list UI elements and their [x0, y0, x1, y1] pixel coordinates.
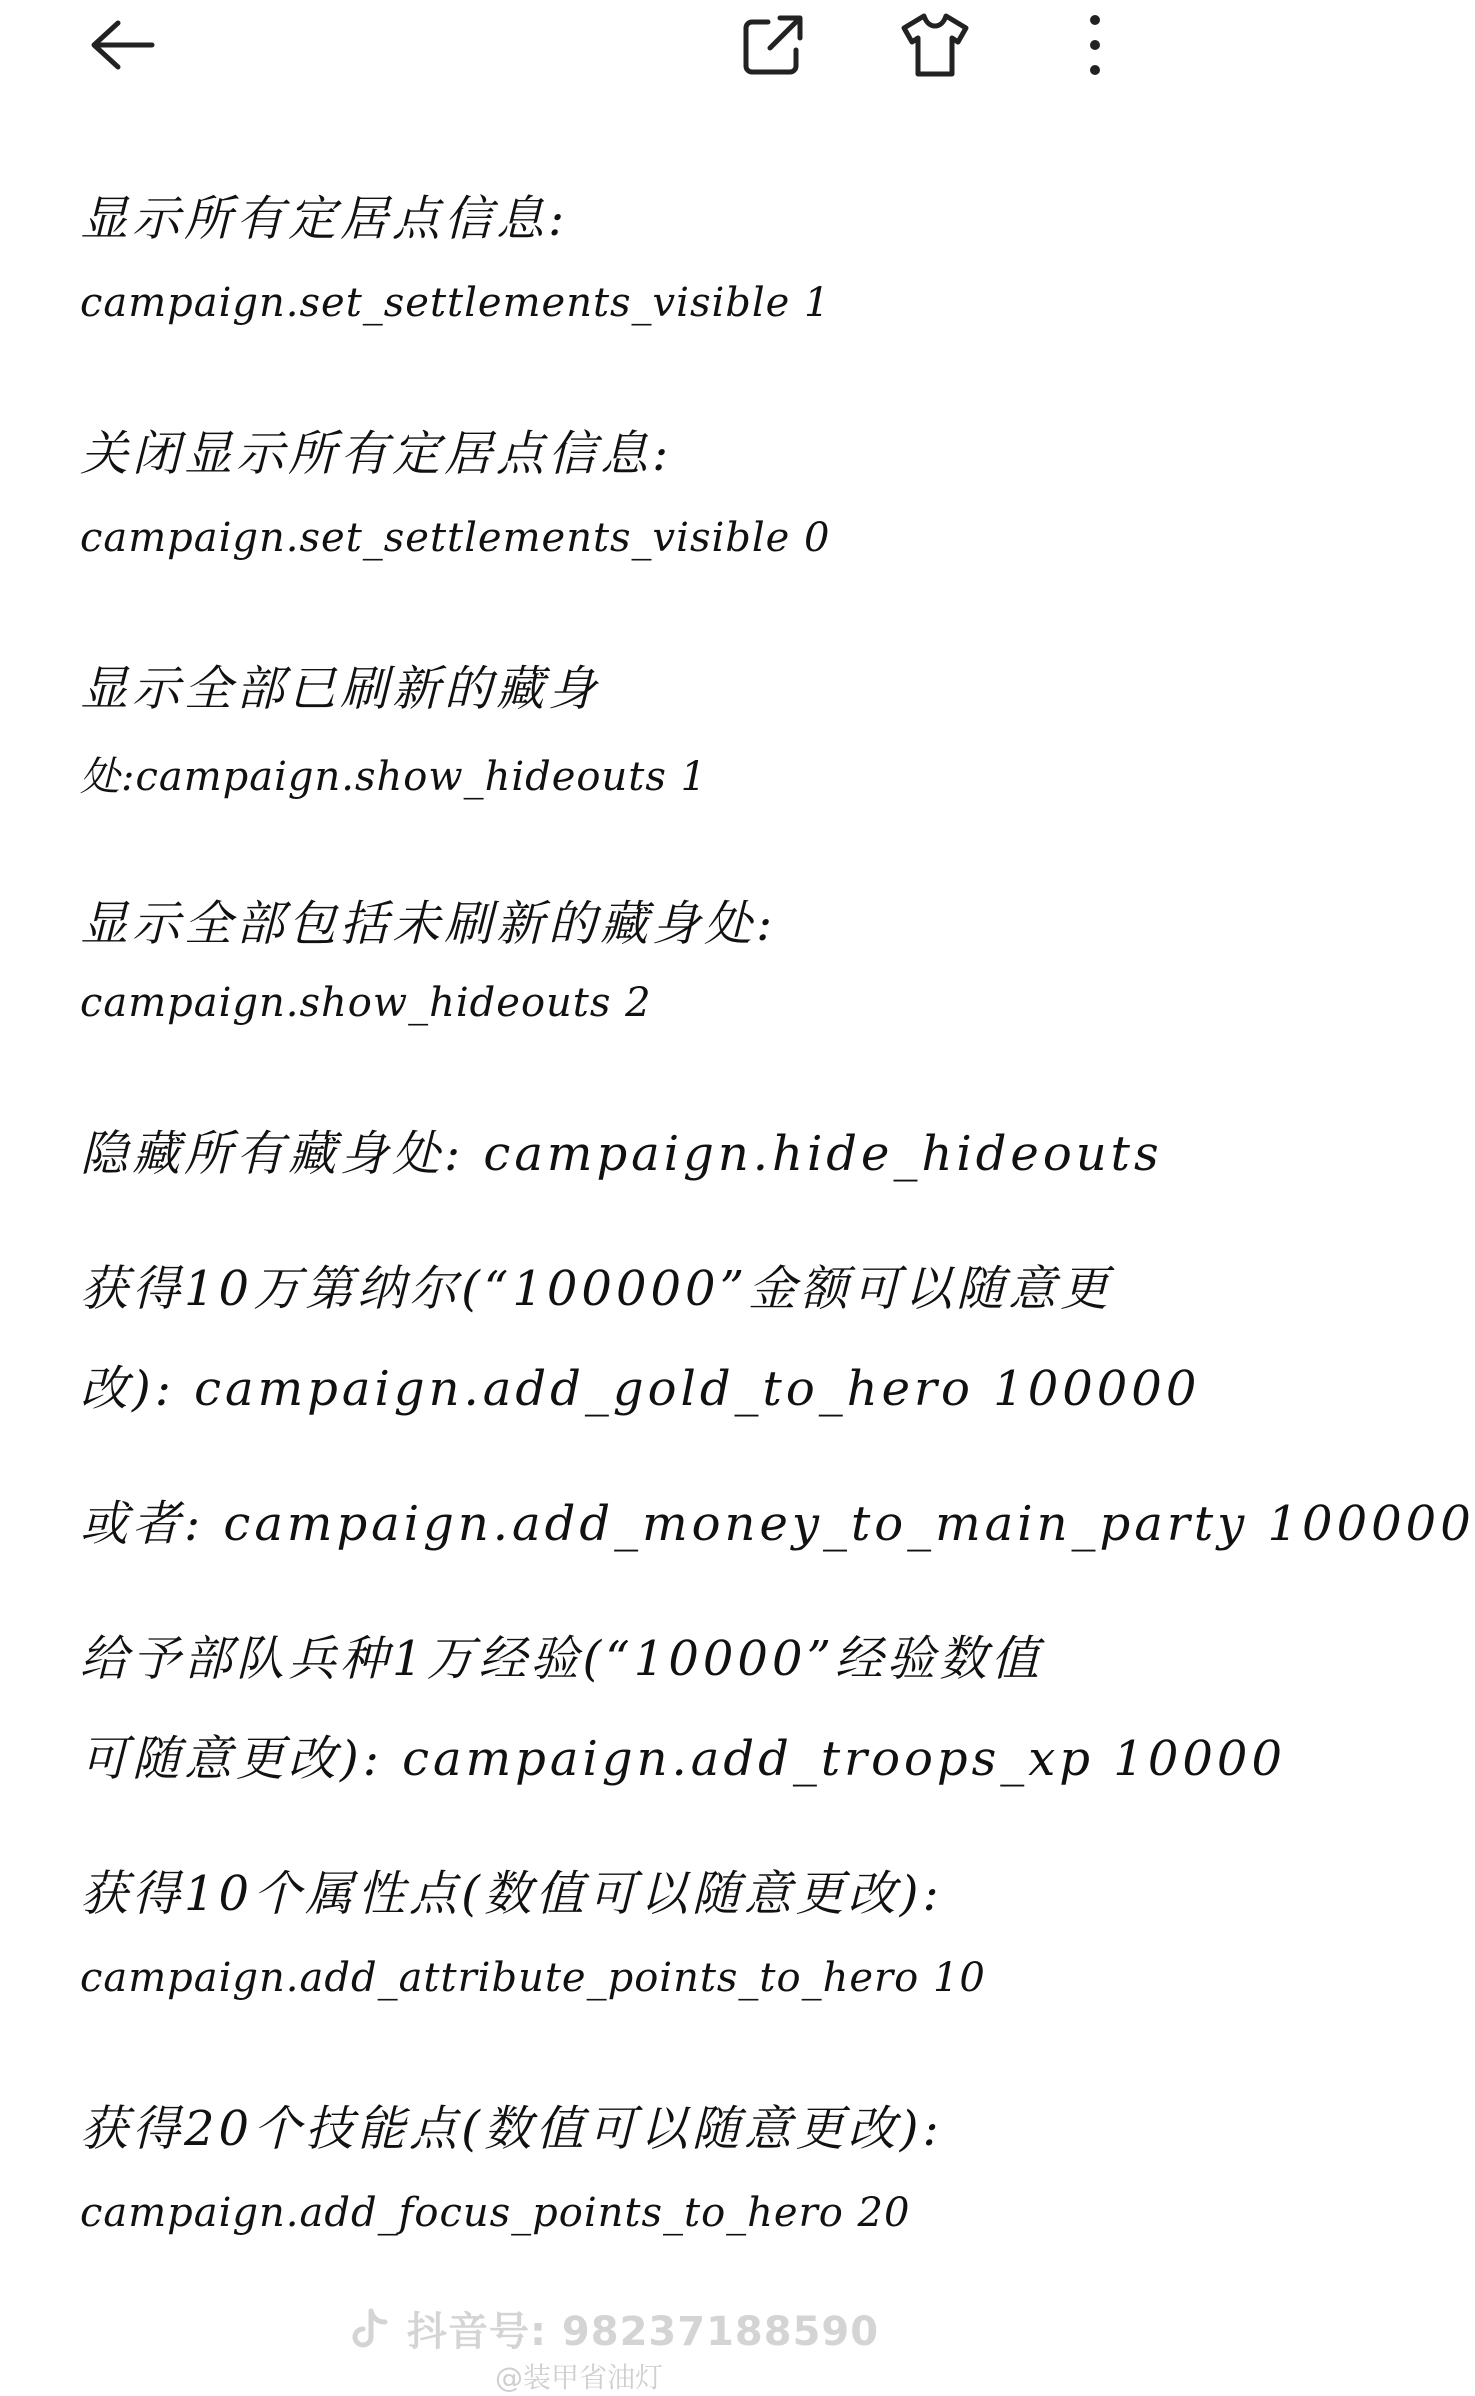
note-line: 显示全部已刷新的藏身: [80, 661, 601, 717]
watermark-sub: @装甲省油灯: [495, 2361, 664, 2394]
note-line: 获得20个技能点(数值可以随意更改):: [80, 2101, 943, 2157]
note-line: campaign.set_settlements_visible 1: [80, 280, 831, 326]
arrow-left-icon: [82, 15, 162, 75]
share-button[interactable]: [723, 0, 823, 90]
note-line: 给予部队兵种1万经验(“10000”经验数值: [80, 1631, 1044, 1687]
note-line: 显示全部包括未刷新的藏身处:: [80, 896, 777, 952]
watermark-main: [345, 2300, 879, 2357]
note-line: 获得10个属性点(数值可以随意更改):: [80, 1866, 943, 1922]
note-line: campaign.add_attribute_points_to_hero 10: [80, 1955, 986, 2001]
note-line: campaign.set_settlements_visible 0: [80, 515, 831, 561]
watermark: [345, 2300, 905, 2394]
note-line: campaign.show_hideouts 2: [80, 980, 652, 1026]
watermark-main-text: 抖音号: 98237188590: [407, 2309, 880, 2355]
note-line: 获得10万第纳尔(“100000”金额可以随意更: [80, 1261, 1113, 1317]
top-toolbar: [0, 0, 1220, 100]
note-line: 改): campaign.add_gold_to_hero 100000: [80, 1361, 1201, 1417]
more-options-button[interactable]: [1045, 0, 1145, 90]
more-vertical-icon: [1080, 10, 1110, 80]
douyin-logo-icon: [345, 2305, 393, 2353]
note-line: 显示所有定居点信息:: [80, 191, 569, 247]
note-line: 处:campaign.show_hideouts 1: [80, 754, 708, 800]
note-line: 关闭显示所有定居点信息:: [80, 426, 673, 482]
back-button[interactable]: [72, 0, 172, 90]
note-line: 隐藏所有藏身处: campaign.hide_hideouts: [80, 1126, 1163, 1182]
note-line: 可随意更改): campaign.add_troops_xp 10000: [80, 1731, 1286, 1787]
theme-button[interactable]: [885, 0, 985, 90]
note-line: 或者: campaign.add_money_to_main_party 100000: [80, 1496, 1475, 1552]
tshirt-icon: [898, 10, 972, 80]
note-line: campaign.add_focus_points_to_hero 20: [80, 2190, 911, 2236]
share-external-icon: [738, 10, 808, 80]
